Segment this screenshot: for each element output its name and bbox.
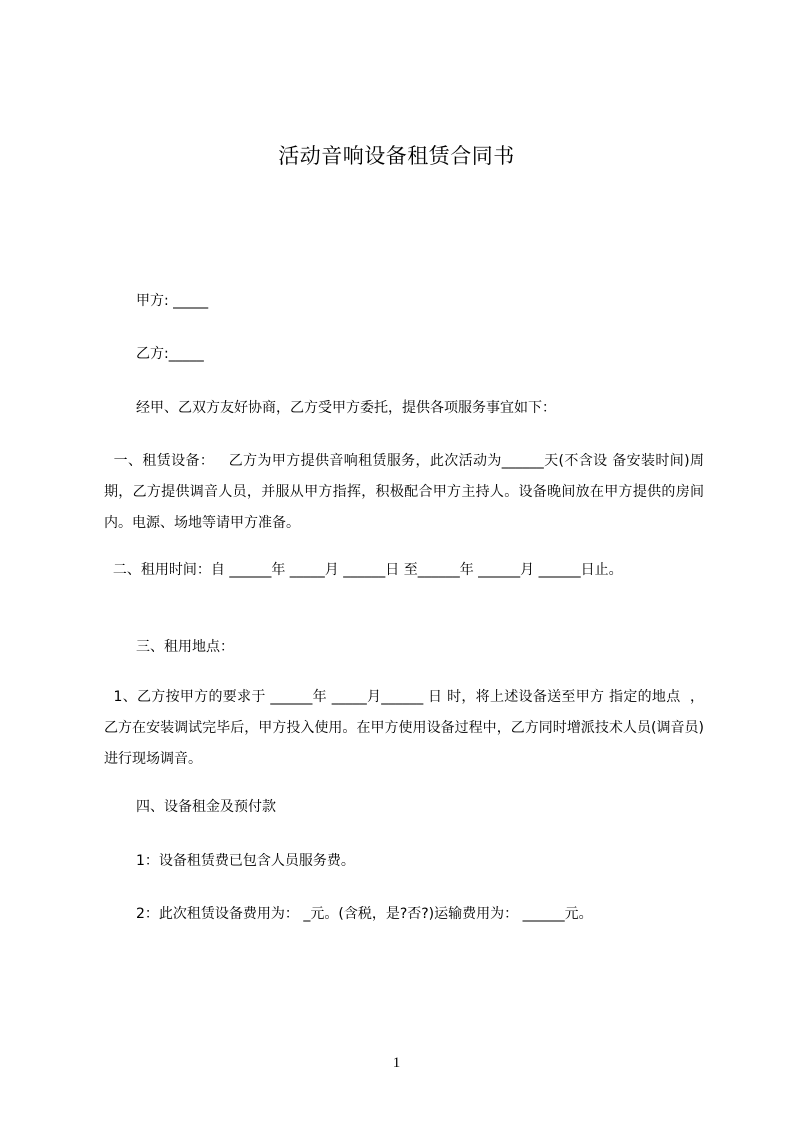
section-3-item-1: 1、乙方按甲方的要求于 ______年 _____月______ 日 时，将上述设备送至甲方 指定的地点 ，乙方在安装调试完毕后，甲方投入使用。在甲方使用设备过程中，乙方同时增派技术人员(调音员)进行现场调音。 bbox=[104, 689, 705, 767]
section-2-rental-time: 二、租用时间：自 ______年 _____月 ______日 至______年 ______月 ______日止。 bbox=[104, 562, 623, 578]
section-4-item-1: 1：设备租赁费已包含人员服务费。 bbox=[136, 853, 355, 869]
section-3-heading: 三、租用地点： bbox=[136, 639, 234, 655]
section-4-item-2: 2：此次租赁设备费用为： _元。(含税，是?否?)运输费用为： ______元。 bbox=[136, 906, 593, 922]
document-title: 活动音响设备租赁合同书 bbox=[278, 144, 515, 168]
party-a-line: 甲方: _____ bbox=[136, 293, 209, 309]
section-1-equipment: 一、租赁设备： 乙方为甲方提供音响租赁服务，此次活动为______天(不含设 备安装时间)周期，乙方提供调音人员，并服从甲方指挥，积极配合甲方主持人。设备晚间放在甲方提供的房间内。电源、场地等请甲方准备。 bbox=[104, 453, 704, 531]
page-number: 1 bbox=[392, 1055, 401, 1071]
section-4-heading: 四、设备租金及预付款 bbox=[136, 799, 276, 815]
party-b-line: 乙方:_____ bbox=[136, 346, 204, 362]
intro-paragraph: 经甲、乙双方友好协商，乙方受甲方委托，提供各项服务事宜如下： bbox=[136, 400, 556, 416]
